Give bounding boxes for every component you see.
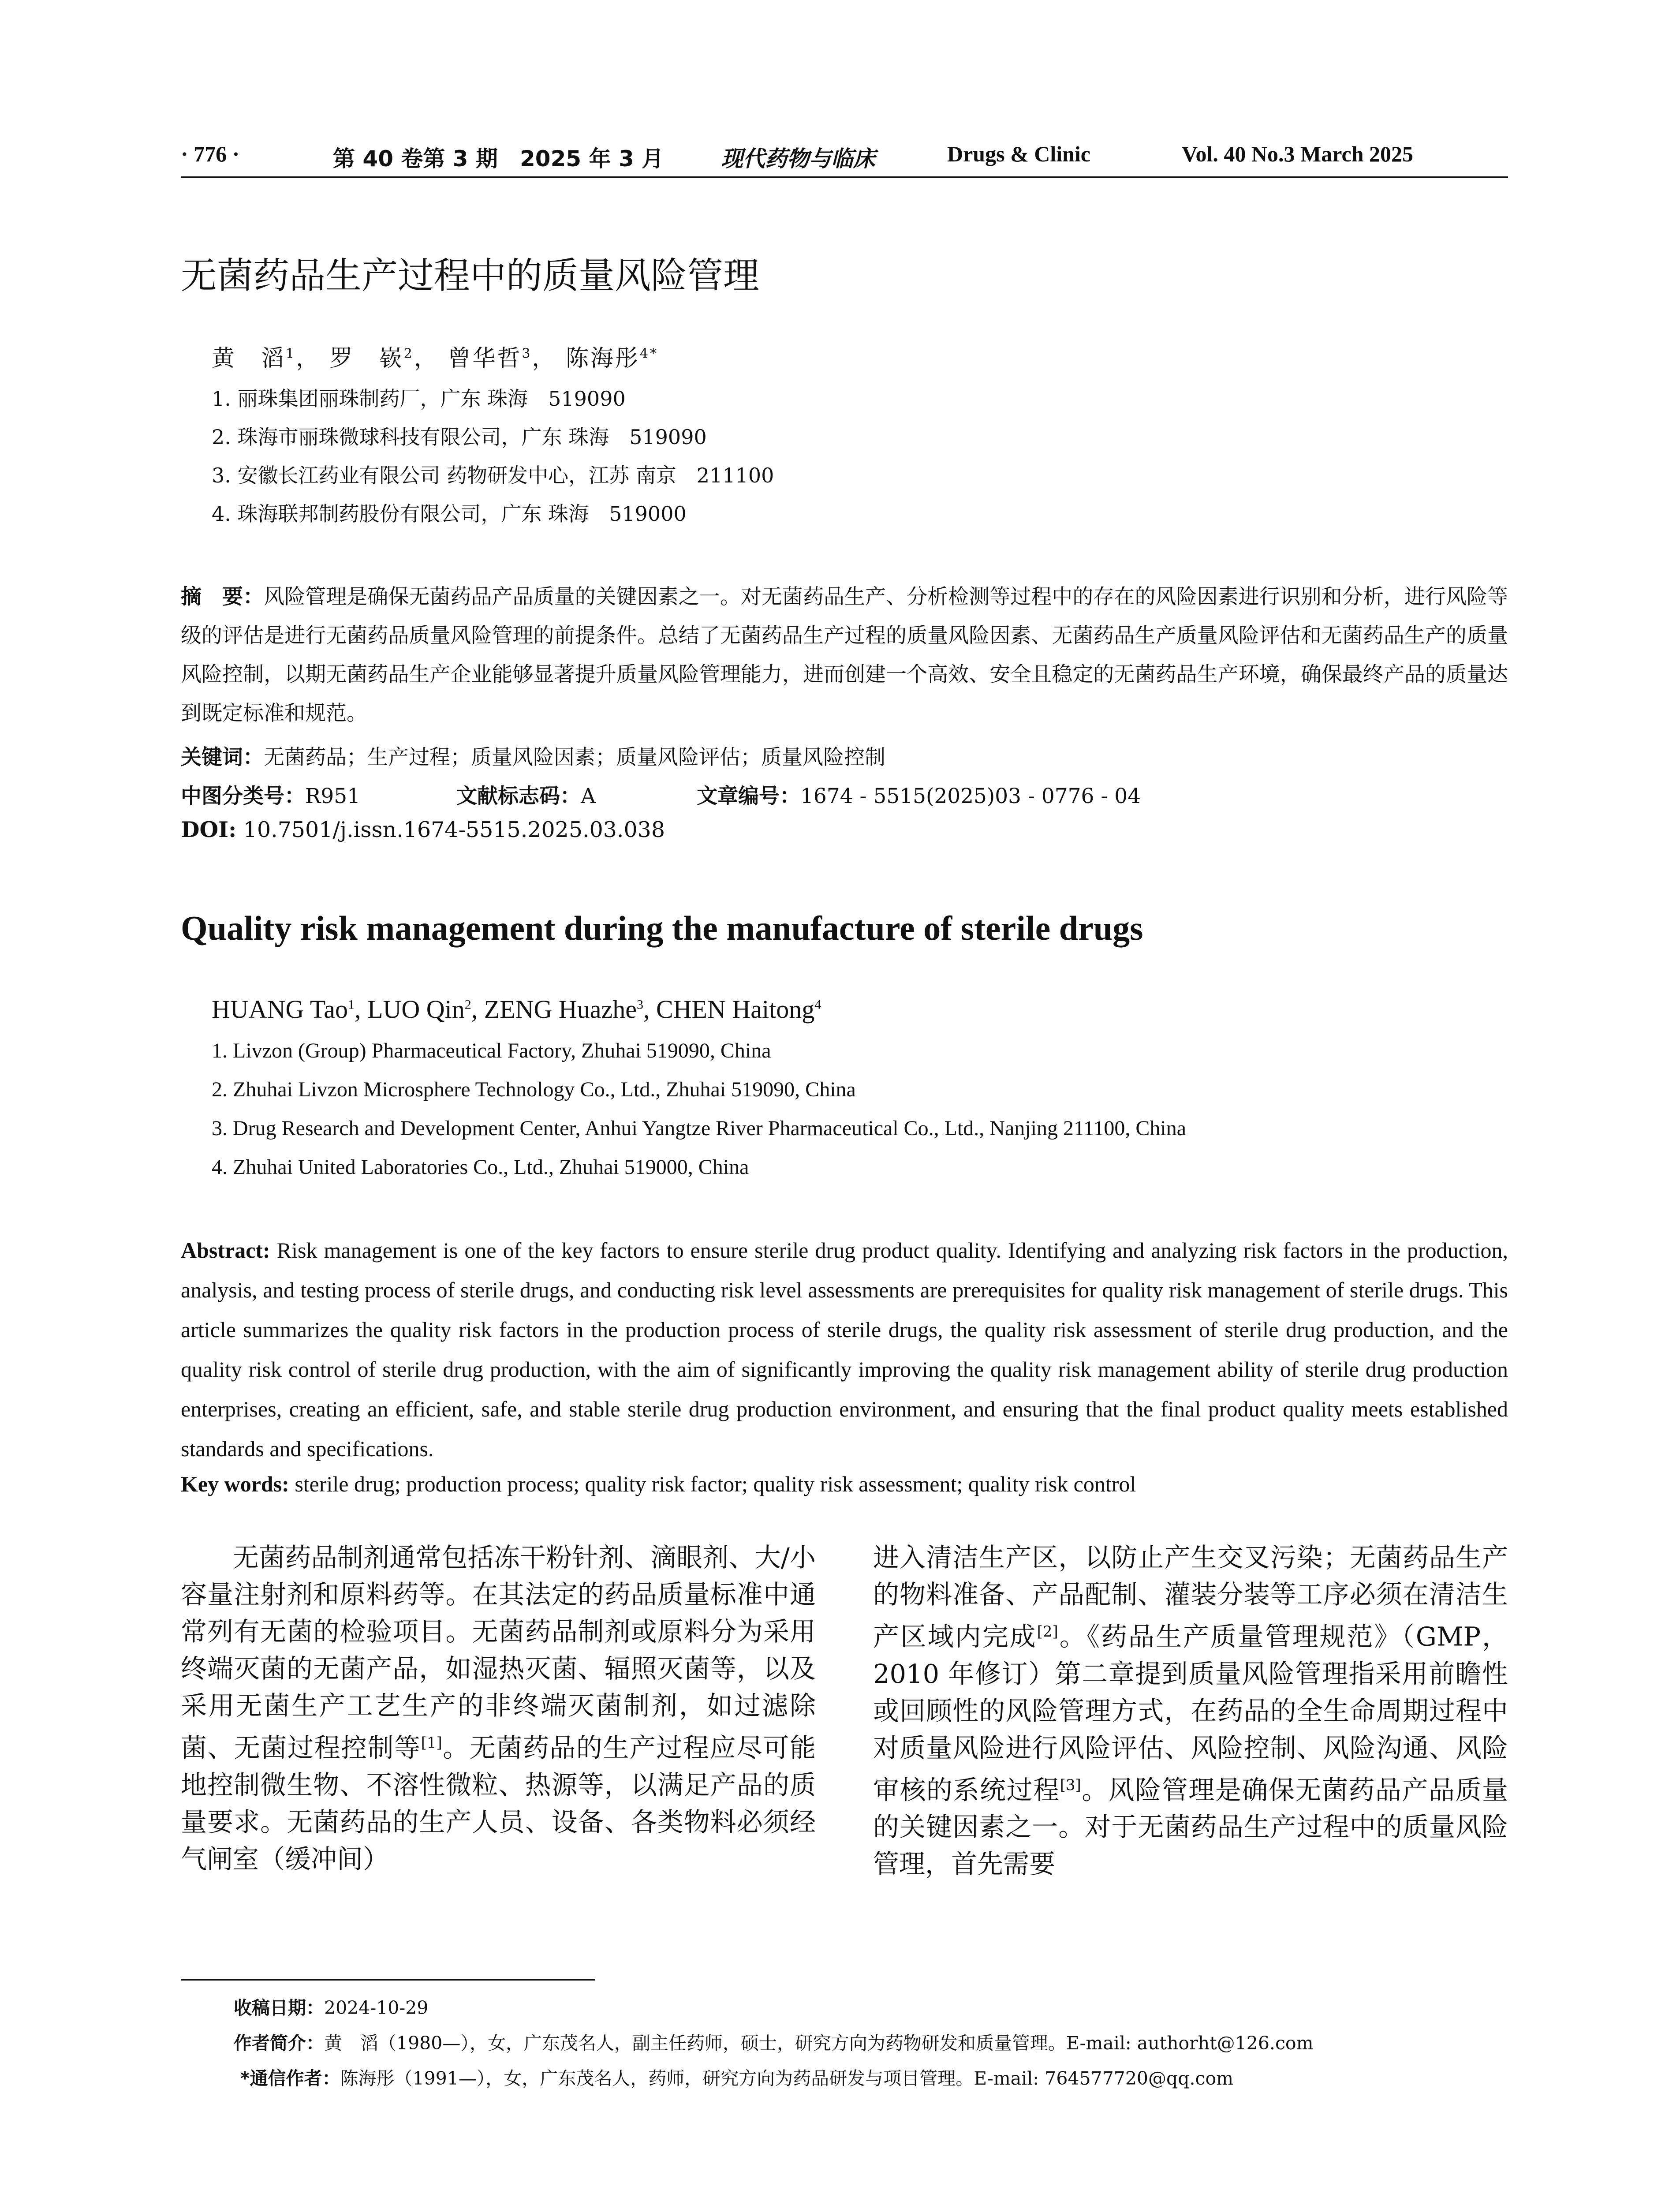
journal-name-cn: 现代药物与临床 bbox=[721, 146, 875, 172]
volume-issue-cn: 第 40 卷第 3 期 2025 年 3 月 bbox=[333, 146, 664, 172]
en-affiliation: 1. Livzon (Group) Pharmaceutical Factory, Zhuhai 519090, China bbox=[212, 1039, 771, 1062]
en-title: Quality risk management during the manufacture of sterile drugs bbox=[181, 909, 1143, 947]
author-name: LUO Qin bbox=[367, 995, 465, 1024]
footnote-rule bbox=[181, 1979, 595, 1981]
en-affiliation: 4. Zhuhai United Laboratories Co., Ltd., Zhuhai 519000, China bbox=[212, 1155, 749, 1179]
author-affiliation-mark: 2 bbox=[403, 346, 414, 362]
author-affiliation-mark: 2 bbox=[464, 997, 471, 1012]
author-affiliation-mark: 4* bbox=[639, 346, 659, 362]
footnote-correspondence bbox=[240, 2064, 1233, 2090]
cn-affiliation: 2. 珠海市丽珠微球科技有限公司，广东 珠海 519090 bbox=[212, 425, 707, 449]
author-separator: ， bbox=[296, 345, 321, 372]
cn-affiliation: 1. 丽珠集团丽珠制药厂，广东 珠海 519090 bbox=[212, 387, 626, 411]
author-name: 陈海彤 bbox=[565, 345, 640, 372]
journal-name-en: Drugs & Clinic bbox=[947, 142, 1090, 166]
citation-ref[interactable]: [3] bbox=[1060, 1776, 1081, 1794]
clc-label: 中图分类号： bbox=[181, 784, 305, 808]
cn-abstract-text: 风险管理是确保无菌药品产品质量的关键因素之一。对无菌药品生产、分析检测等过程中的存在的风险因素进行识别和分析，进行风险等级的评估是进行无菌药品质量风险管理的前提条件。总结了无菌药品生产过程的质量风险因素、无菌药品生产质量风险评估和无菌药品生产的质量风险控制，以期无菌药品生产企业能够显著提升质量风险管理能力，进而创建一个高效、安全且稳定的无菌药品生产环境，确保最终产品的质量达到既定标准和规范。 bbox=[181, 585, 1508, 725]
author-separator: ， bbox=[414, 345, 439, 372]
body-text: 。《药品生产质量管理规范》（GMP，2010 年修订）第二章提到质量风险管理指采用前瞻性或回顾性的风险管理方式，在药品的全生命周期过程中对质量风险进行风险评估、风险控制、风险沟通、风险审核的系统过程 bbox=[873, 1621, 1508, 1805]
author-affiliation-mark: 1 bbox=[348, 997, 355, 1012]
body-column-right bbox=[873, 1539, 1508, 1883]
header-rule bbox=[181, 176, 1508, 178]
author-name: 曾华哲 bbox=[448, 345, 522, 372]
author-separator: , bbox=[643, 995, 656, 1024]
cn-abstract bbox=[181, 578, 1508, 733]
author-affiliation-mark: 3 bbox=[636, 997, 643, 1012]
author-name: HUANG Tao bbox=[212, 995, 348, 1024]
cn-keywords-text: 无菌药品；生产过程；质量风险因素；质量风险评估；质量风险控制 bbox=[264, 745, 885, 770]
page-number: · 776 · bbox=[181, 142, 240, 166]
author-name: ZENG Huazhe bbox=[484, 995, 637, 1024]
cn-affiliation: 4. 珠海联邦制药股份有限公司，广东 珠海 519000 bbox=[212, 502, 687, 526]
running-header bbox=[181, 141, 1508, 176]
author-separator: , bbox=[355, 995, 368, 1024]
cn-keywords-label: 关键词： bbox=[181, 745, 264, 770]
author-name: 黄 滔 bbox=[212, 345, 286, 372]
article-number bbox=[697, 780, 1141, 809]
cn-author-list bbox=[212, 340, 658, 373]
corresponding-bio: 陈海彤（1991—），女，广东茂名人，药师，研究方向为药品研发与项目管理。E-mail: 764577720@qq.com bbox=[340, 2068, 1234, 2089]
body-text: 进入清洁生产区，以防止产生交叉污染；无菌药品生产的物料准备、产品配制、灌装分装等工序必须在清洁生产区域内完成 bbox=[873, 1542, 1508, 1652]
cn-title: 无菌药品生产过程中的质量风险管理 bbox=[181, 255, 760, 297]
footnote-author bbox=[234, 2029, 1314, 2055]
author-separator: , bbox=[471, 995, 484, 1024]
en-keywords-label: Key words: bbox=[181, 1472, 289, 1496]
author-affiliation-mark: 3 bbox=[522, 346, 532, 362]
received-label: 收稿日期： bbox=[234, 1997, 324, 2018]
doi-link[interactable]: 10.7501/j.issn.1674-5515.2025.03.038 bbox=[243, 817, 665, 842]
body-text: 无菌药品制剂通常包括冻干粉针剂、滴眼剂、大/小容量注射剂和原料药等。在其法定的药品质量标准中通常列有无菌的检验项目。无菌药品制剂或原料分为采用终端灭菌的无菌产品，如湿热灭菌、辐照灭菌等，以及采用无菌生产工艺生产的非终端灭菌制剂，如过滤除菌、无菌过程控制等 bbox=[181, 1542, 816, 1763]
clc-value: R951 bbox=[305, 784, 361, 808]
citation-ref[interactable]: [2] bbox=[1037, 1623, 1058, 1641]
footnote-received bbox=[234, 1993, 428, 2019]
received-date: 2024-10-29 bbox=[324, 1997, 429, 2018]
doc-label: 文献标志码： bbox=[456, 784, 581, 808]
document-code bbox=[456, 780, 596, 809]
doi-label: DOI: bbox=[181, 817, 237, 842]
author-affiliation-mark: 1 bbox=[286, 346, 296, 362]
cn-classification-line bbox=[181, 780, 360, 809]
cn-abstract-label: 摘 要： bbox=[181, 585, 264, 609]
author-bio: 黄 滔（1980—），女，广东茂名人，副主任药师，硕士，研究方向为药物研发和质量管理。E-mail: authorht@126.com bbox=[324, 2033, 1314, 2054]
corresponding-label: *通信作者： bbox=[240, 2068, 340, 2089]
doc-value: A bbox=[581, 784, 596, 808]
article-label: 文章编号： bbox=[697, 784, 800, 808]
en-keywords-text: sterile drug; production process; quality risk factor; quality risk assessment; quality risk control bbox=[295, 1472, 1136, 1496]
cn-affiliation: 3. 安徽长江药业有限公司 药物研发中心，江苏 南京 211100 bbox=[212, 463, 774, 487]
en-abstract-label: Abstract: bbox=[181, 1238, 270, 1263]
author-separator: ， bbox=[532, 345, 557, 372]
volume-issue-en: Vol. 40 No.3 March 2025 bbox=[1182, 142, 1413, 166]
en-author-list bbox=[212, 994, 821, 1024]
en-abstract bbox=[181, 1230, 1508, 1469]
author-name: 罗 嵚 bbox=[329, 345, 404, 372]
citation-ref[interactable]: [1] bbox=[421, 1734, 442, 1752]
author-affiliation-mark: 4 bbox=[814, 997, 821, 1012]
en-affiliation: 2. Zhuhai Livzon Microsphere Technology Co., Ltd., Zhuhai 519090, China bbox=[212, 1078, 856, 1101]
author-name: CHEN Haitong bbox=[656, 995, 815, 1024]
body-column-left bbox=[181, 1539, 816, 1878]
body-text: 。无菌药品的生产过程应尽可能地控制微生物、不溶性微粒、热源等，以满足产品的质量要求。无菌药品的生产人员、设备、各类物料必须经气闸室（缓冲间） bbox=[181, 1732, 816, 1874]
article-value: 1674 - 5515(2025)03 - 0776 - 04 bbox=[800, 784, 1141, 808]
en-keywords bbox=[181, 1464, 1508, 1504]
en-affiliation: 3. Drug Research and Development Center, Anhui Yangtze River Pharmaceutical Co., Ltd., Nanjing 211100, China bbox=[212, 1117, 1187, 1140]
doi-line bbox=[181, 817, 665, 842]
en-abstract-text: Risk management is one of the key factors to ensure sterile drug product quality. Identifying and analyzing risk factors in the production, analysis, and testing process of sterile drugs, and conducting risk level assessments are prerequisites for quality risk management of sterile drugs. This article summarizes the quality risk factors in the production process of sterile drugs, the quality risk assessment of sterile drug production, and the quality risk control of sterile drug production, with the aim of significantly improving the quality risk management ability of sterile drug production enterprises, creating an efficient, safe, and stable sterile drug production environment, and ensuring that the final product quality meets established standards and specifications. bbox=[181, 1238, 1508, 1461]
cn-keywords bbox=[181, 741, 885, 770]
body-text: 。风险管理是确保无菌药品产品质量的关键因素之一。对于无菌药品生产过程中的质量风险管理，首先需要 bbox=[873, 1775, 1508, 1880]
author-bio-label: 作者简介： bbox=[234, 2033, 324, 2054]
